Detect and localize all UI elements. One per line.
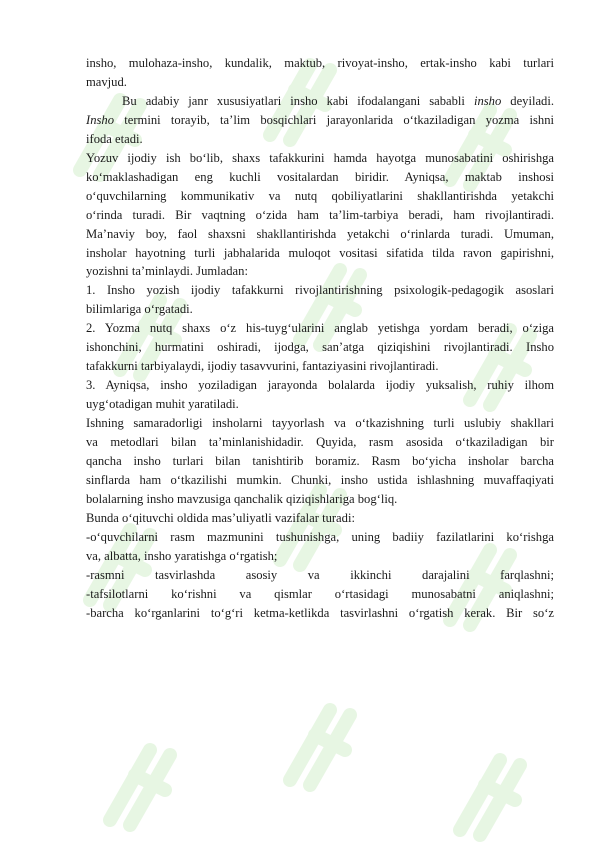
text-line: ifoda etadi.	[86, 131, 143, 146]
text-line: Insho termini torayib, ta’lim bosqichlari jarayonlarida o‘tkaziladigan yozma ishni	[86, 112, 554, 127]
text-line: va, albatta, insho yaratishga o‘rgatish;	[86, 548, 278, 563]
text-line: -rasmni tasvirlashda asosiy va ikkinchi darajalini farqlashni;	[86, 567, 554, 582]
text-line: o‘rinda turadi. Bir vaqtning o‘zida ham ta’lim-tarbiya beradi, ham rivojlantiradi.	[86, 207, 554, 222]
text-line: 2. Yozma nutq shaxs o‘z his-tuyg‘ularini anglab yetishga yordam beradi, o‘ziga	[86, 321, 554, 336]
text-line: 3. Ayniqsa, insho yoziladigan jarayonda bolalarda ijodiy yuksalish, ruhiy ilhom	[86, 378, 554, 393]
text-line: o‘quvchilarning kommunikativ va nutq qobiliyatlarini shakllantirishda yetakchi	[86, 188, 554, 203]
text-line: Ishning samaradorligi insholarni tayyorlash va o‘tkazishning turli uslubiy shakllari	[86, 416, 554, 431]
text-line: Bunda o‘qituvchi oldida mas’uliyatli vazifalar turadi:	[86, 510, 355, 525]
text-line: bilimlariga o‘rgatadi.	[86, 302, 193, 317]
text-line: Yozuv ijodiy ish bo‘lib, shaxs tafakkurini hamda hayotga munosabatini oshirishga	[86, 150, 554, 165]
text-line: -tafsilotlarni ko‘rishni va qismlar o‘rtasidagi munosabatni aniqlashni;	[86, 586, 554, 601]
text-line: 1. Insho yozish ijodiy tafakkurni rivojlantirishning psixologik-pedagogik asoslari	[86, 283, 554, 298]
text-line: va metodlari bilan ta’minlanishidadir. Quyida, rasm asosida o‘tkaziladigan bir	[86, 435, 554, 450]
text-line: sinflarda ham o‘tkazilishi mumkin. Chunki, insho ustida ishlashning muvaffaqiyati	[86, 472, 554, 487]
text-line: -o‘quvchilarni rasm mazmunini tushunishga, uning badiiy fazilatlarini ko‘rishga	[86, 529, 554, 544]
watermark-mark	[460, 760, 520, 835]
text-line: insho, mulohaza-insho, kundalik, maktub, rivoyat-insho, ertak-insho kabi turlari	[86, 56, 554, 70]
text-line: uyg‘otadigan muhit yaratiladi.	[86, 397, 239, 412]
watermark-mark	[110, 750, 170, 825]
watermark-mark	[290, 710, 350, 785]
text-line: ishonchini, hurmatini oshiradi, ijodga, san’atga qiziqishini rivojlantiradi. Insho	[86, 340, 554, 355]
text-line: bolalarning insho mavzusiga qanchalik qiziqishlariga bog‘liq.	[86, 491, 398, 506]
document-body	[86, 54, 554, 623]
text-line: tafakkurni tarbiyalaydi, ijodiy tasavvurini, fantaziyasini rivojlantiradi.	[86, 359, 439, 374]
text-line: Bu adabiy janr xususiyatlari insho kabi ifodalangani sababli insho deyiladi.	[122, 93, 554, 108]
text-line: Ma’naviy boy, faol shaxsni shakllantirishda yetakchi o‘rinlarda turadi. Umuman,	[86, 226, 554, 241]
text-line: yozishni ta’minlaydi. Jumladan:	[86, 264, 248, 279]
text-line: mavjud.	[86, 74, 127, 89]
text-line: -barcha ko‘rganlarini to‘g‘ri ketma-ketlikda tasvirlashni o‘rgatish kerak. Bir so‘z	[86, 605, 554, 620]
text-line: insholar hayotning turli jabhalarida muloqot vositasi sifatida tilda ravon gapirishni,	[86, 245, 554, 260]
text-line: qancha insho turlari bilan tanishtirib boramiz. Rasm bo‘yicha insholar barcha	[86, 454, 554, 469]
text-line: ko‘maklashadigan eng kuchli vositalardan biridir. Ayniqsa, maktab inshosi	[86, 169, 554, 184]
